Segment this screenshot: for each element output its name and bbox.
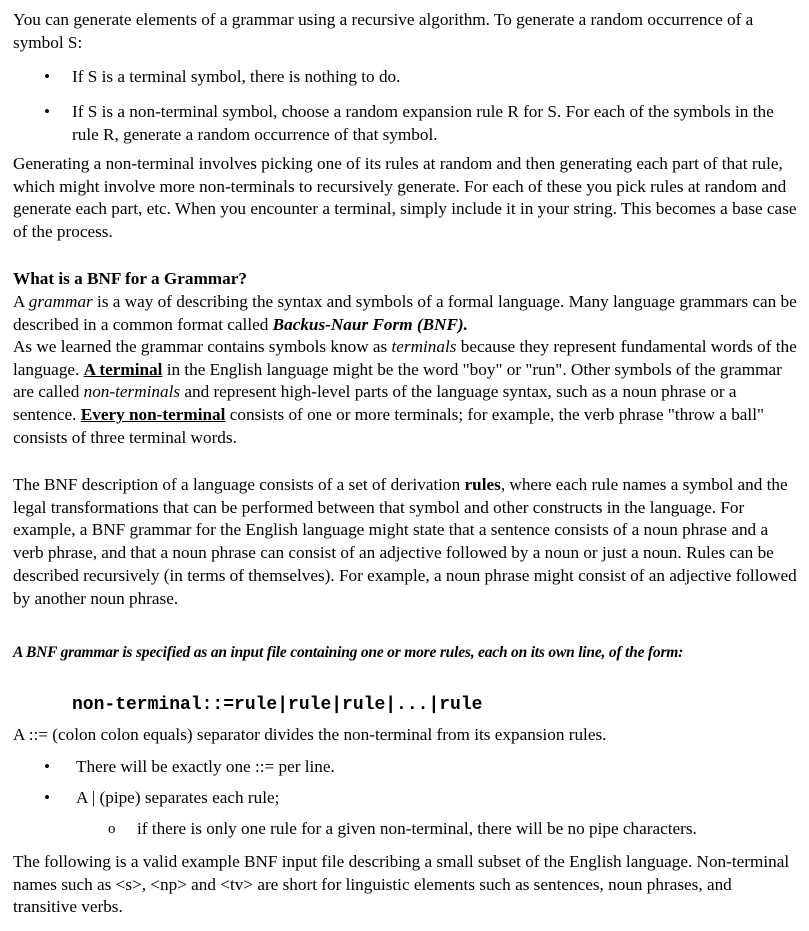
grammar-definition-paragraph: A grammar is a way of describing the syntax and symbols of a formal language. Many language grammars can be described in a common format called Backus-Naur Form (BNF). xyxy=(13,292,797,334)
separator-paragraph: A ::= (colon colon equals) separator divides the non-terminal from its expansion rules. xyxy=(13,725,607,744)
input-spec-paragraph: A BNF grammar is specified as an input file containing one or more rules, each on its own line, of the form: xyxy=(13,644,684,661)
bullet-terminal: If S is a terminal symbol, there is nothing to do. xyxy=(72,67,401,86)
terminals-term: terminals xyxy=(391,337,457,356)
every-non-terminal-term: Every non-terminal xyxy=(80,405,226,425)
example-intro-paragraph: The following is a valid example BNF input file describing a small subset of the English language. Non-terminal names such as <s>, <np> and <tv> are short for linguistic elements such as sentences, noun phrases, and transitive verbs. xyxy=(13,852,790,917)
sub-bullet-single-rule: if there is only one rule for a given non-terminal, there will be no pipe characters. xyxy=(137,819,697,838)
bullet-marker: • xyxy=(44,788,51,807)
bullet-non-terminal: If S is a non-terminal symbol, choose a random expansion rule R for S. For each of the symbols in the rule R, generate a random occurrence of that symbol. xyxy=(72,102,774,144)
bnf-term: Backus-Naur Form (BNF). xyxy=(272,314,468,334)
terminals-paragraph: As we learned the grammar contains symbols know as terminals because they represent fundamental words of the language. A terminal in the English language might be the word "boy" or "run". Other symbols of the grammar are called non-terminals and represent high-level parts of the language syntax, such as a noun phrase or a sentence. Every non-terminal consists of one or more terminals; for example, the verb phrase "throw a ball" consists of three terminal words. xyxy=(13,337,797,447)
rules-term: rules xyxy=(464,475,501,494)
sub-bullet-marker: o xyxy=(108,821,116,837)
bnf-rule-format: non-terminal::=rule|rule|rule|...|rule xyxy=(72,695,483,715)
non-terminals-term: non-terminals xyxy=(83,382,181,402)
generating-paragraph: Generating a non-terminal involves picking one of its rules at random and then generating each part of that rule, which might involve more non-terminals to recursively generate. For each of these you pick rules at random and generate each part, etc. When you encounter a terminal, simply include it in your string. This becomes a base case of the process. xyxy=(13,154,797,242)
bnf-heading: What is a BNF for a Grammar? xyxy=(13,269,247,288)
rules-paragraph: The BNF description of a language consists of a set of derivation rules, where each rule names a symbol and the legal transformations that can be performed between that symbol and other constructs in the language. For example, a BNF grammar for the English language might state that a sentence consists of a noun phrase and a verb phrase, and that a noun phrase can consist of an adjective followed by a noun or just a noun. Rules can be described recursively (in terms of themselves). For example, a noun phrase might consist of an adjective followed by another noun phrase. xyxy=(13,475,797,608)
bullet-one-per-line: There will be exactly one ::= per line. xyxy=(76,757,335,776)
bullet-marker: • xyxy=(44,67,51,86)
bullet-pipe-separator: A | (pipe) separates each rule; xyxy=(76,788,280,807)
intro-paragraph: You can generate elements of a grammar using a recursive algorithm. To generate a random occurrence of a symbol S: xyxy=(13,10,754,52)
a-terminal-term: A terminal xyxy=(83,359,163,379)
grammar-term: grammar xyxy=(28,292,93,311)
bullet-marker: • xyxy=(44,757,51,776)
bullet-marker: • xyxy=(44,102,51,121)
